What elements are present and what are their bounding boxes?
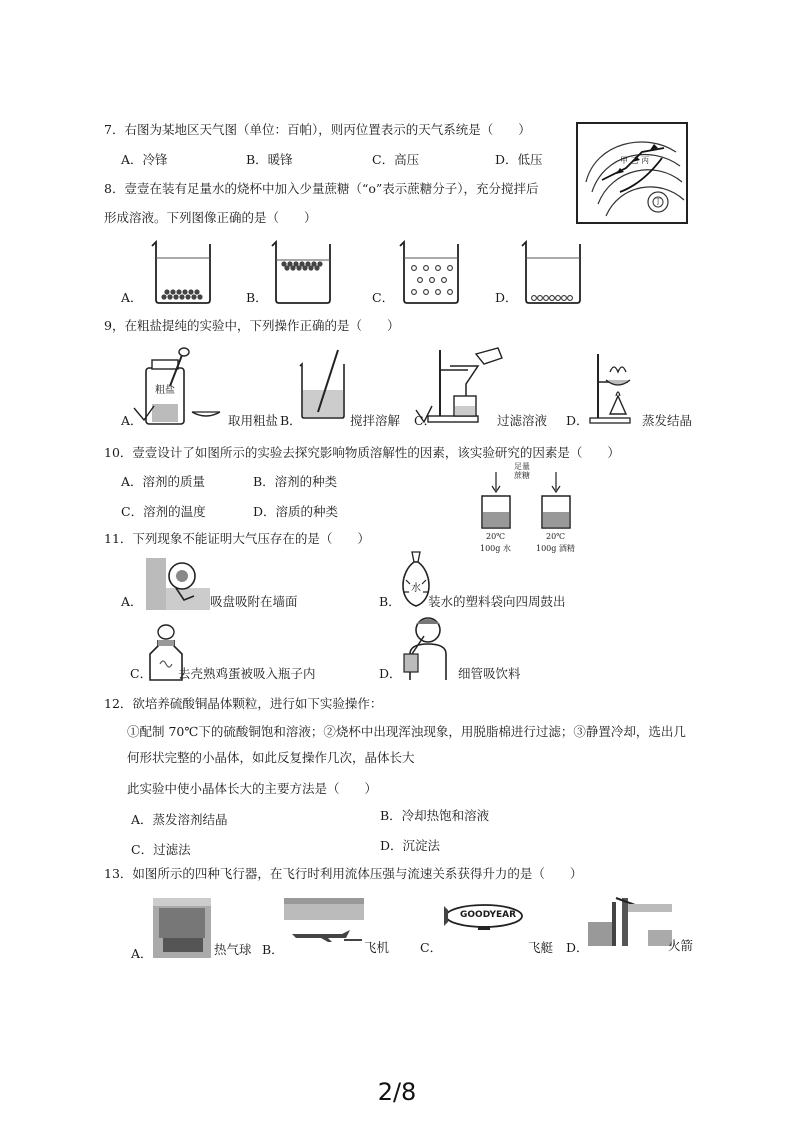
q8-stem-line2: 形成溶液。下列图像正确的是（ ） (104, 210, 317, 225)
q9-caption-b: 搅拌溶解 (350, 413, 401, 428)
sugar-label: 足量 蔗糖 (514, 462, 530, 480)
map-labels: 甲 乙 丙 (620, 156, 650, 165)
q11-caption-c: 去壳熟鸡蛋被吸入瓶子内 (178, 666, 316, 681)
q13-label-b: B． (262, 942, 284, 957)
q8-label-d: D． (495, 290, 518, 305)
page-number: 2/8 (377, 1078, 417, 1106)
solubility-experiment-figure (470, 462, 590, 554)
beaker1-solvent: 100g 水 (480, 544, 511, 553)
beaker-b (270, 242, 334, 308)
beaker1-temp: 20℃ (486, 532, 506, 541)
q9-label-a: A． (121, 413, 143, 428)
blimp-figure (444, 902, 524, 934)
q11-label-a: A． (121, 594, 143, 609)
q10-option-b: B．溶剂的种类 (253, 474, 338, 489)
q13-label-c: C． (420, 940, 443, 955)
q13-caption-a: 热气球 (214, 942, 252, 957)
straw-drink-figure (402, 614, 454, 684)
salt-jar-label: 粗盐 (155, 385, 175, 396)
q12-stem: 12．欲培养硫酸铜晶体颗粒，进行如下实验操作： (104, 696, 383, 711)
q11-caption-a: 吸盘吸附在墙面 (210, 594, 298, 609)
q10-option-d: D．溶质的种类 (253, 504, 339, 519)
suction-cup-figure (146, 558, 210, 614)
q11-caption-d: 细管吸饮料 (458, 666, 521, 681)
airplane-figure (284, 898, 364, 952)
q10-option-a: A．溶剂的质量 (121, 474, 206, 489)
q11-label-d: D． (379, 666, 402, 681)
beaker2-solvent: 100g 酒精 (536, 544, 575, 553)
q11-label-c: C． (130, 666, 153, 681)
beaker2-temp: 20℃ (546, 532, 566, 541)
evaporate-figure (588, 352, 644, 428)
q9-label-d: D． (566, 413, 589, 428)
weather-map-figure (576, 122, 688, 224)
q8-label-b: B． (246, 290, 268, 305)
q7-option-a: A．冷锋 (121, 152, 168, 167)
stir-beaker-figure (298, 348, 348, 424)
hot-air-balloon-figure (153, 898, 211, 962)
q9-caption-d: 蒸发结晶 (642, 413, 693, 428)
map-ring-label: 丁 (654, 197, 662, 206)
q13-caption-d: 火箭 (668, 938, 694, 953)
beaker-a (150, 242, 214, 308)
q13-label-d: D． (566, 940, 589, 955)
q10-stem: 10．壹壹设计了如图所示的实验去探究影响物质溶解性的因素，该实验研究的因素是（ ） (104, 445, 620, 460)
q7-option-c: C．高压 (372, 152, 420, 167)
q12-option-c: C．过滤法 (131, 842, 191, 857)
beaker-d (520, 242, 584, 308)
q9-label-b: B． (280, 413, 302, 428)
q7-option-b: B．暖锋 (246, 152, 293, 167)
q9-stem: 9，在粗盐提纯的实验中，下列操作正确的是（ ） (104, 318, 400, 333)
q13-label-a: A． (131, 946, 153, 961)
q12-option-d: D．沉淀法 (380, 838, 441, 853)
q12-line2: 何形状完整的小晶体，如此反复操作几次，晶体长大 (127, 750, 415, 765)
q11-caption-b: 装水的塑料袋向四周鼓出 (428, 594, 566, 609)
q13-caption-c: 飞艇 (528, 940, 554, 955)
q7-stem: 7．右图为某地区天气图（单位：百帕），则丙位置表示的天气系统是（ ） (104, 122, 531, 137)
q12-option-a: A．蒸发溶剂结晶 (131, 812, 228, 827)
blimp-text: GOODYEAR (460, 910, 517, 920)
q9-label-c: C． (414, 413, 437, 428)
bag-water-label: 水 (411, 583, 421, 594)
q11-stem: 11．下列现象不能证明大气压存在的是（ ） (104, 531, 370, 546)
q12-option-b: B．冷却热饱和溶液 (380, 808, 490, 823)
q8-label-c: C． (372, 290, 395, 305)
salt-jar-figure (140, 346, 226, 430)
beaker-c (398, 242, 462, 308)
q12-line1: ①配制 70℃下的硫酸铜饱和溶液；②烧杯中出现浑浊现象，用脱脂棉进行过滤；③静置冷却，选出几 (127, 724, 686, 739)
q10-option-c: C．溶剂的温度 (121, 504, 206, 519)
q11-label-b: B． (379, 594, 401, 609)
q8-label-a: A． (121, 290, 143, 305)
q12-line3: 此实验中使小晶体长大的主要方法是（ ） (127, 781, 378, 796)
q9-caption-c: 过滤溶液 (497, 413, 548, 428)
q8-stem-line1: 8．壹壹在装有足量水的烧杯中加入少量蔗糖（“o”表示蔗糖分子），充分搅拌后 (104, 181, 539, 196)
q13-stem: 13．如图所示的四种飞行器，在飞行时利用流体压强与流速关系获得升力的是（ ） (104, 866, 583, 881)
q9-caption-a: 取用粗盐 (228, 413, 279, 428)
rocket-figure (588, 894, 672, 950)
q13-caption-b: 飞机 (364, 940, 390, 955)
q7-option-d: D．低压 (495, 152, 543, 167)
